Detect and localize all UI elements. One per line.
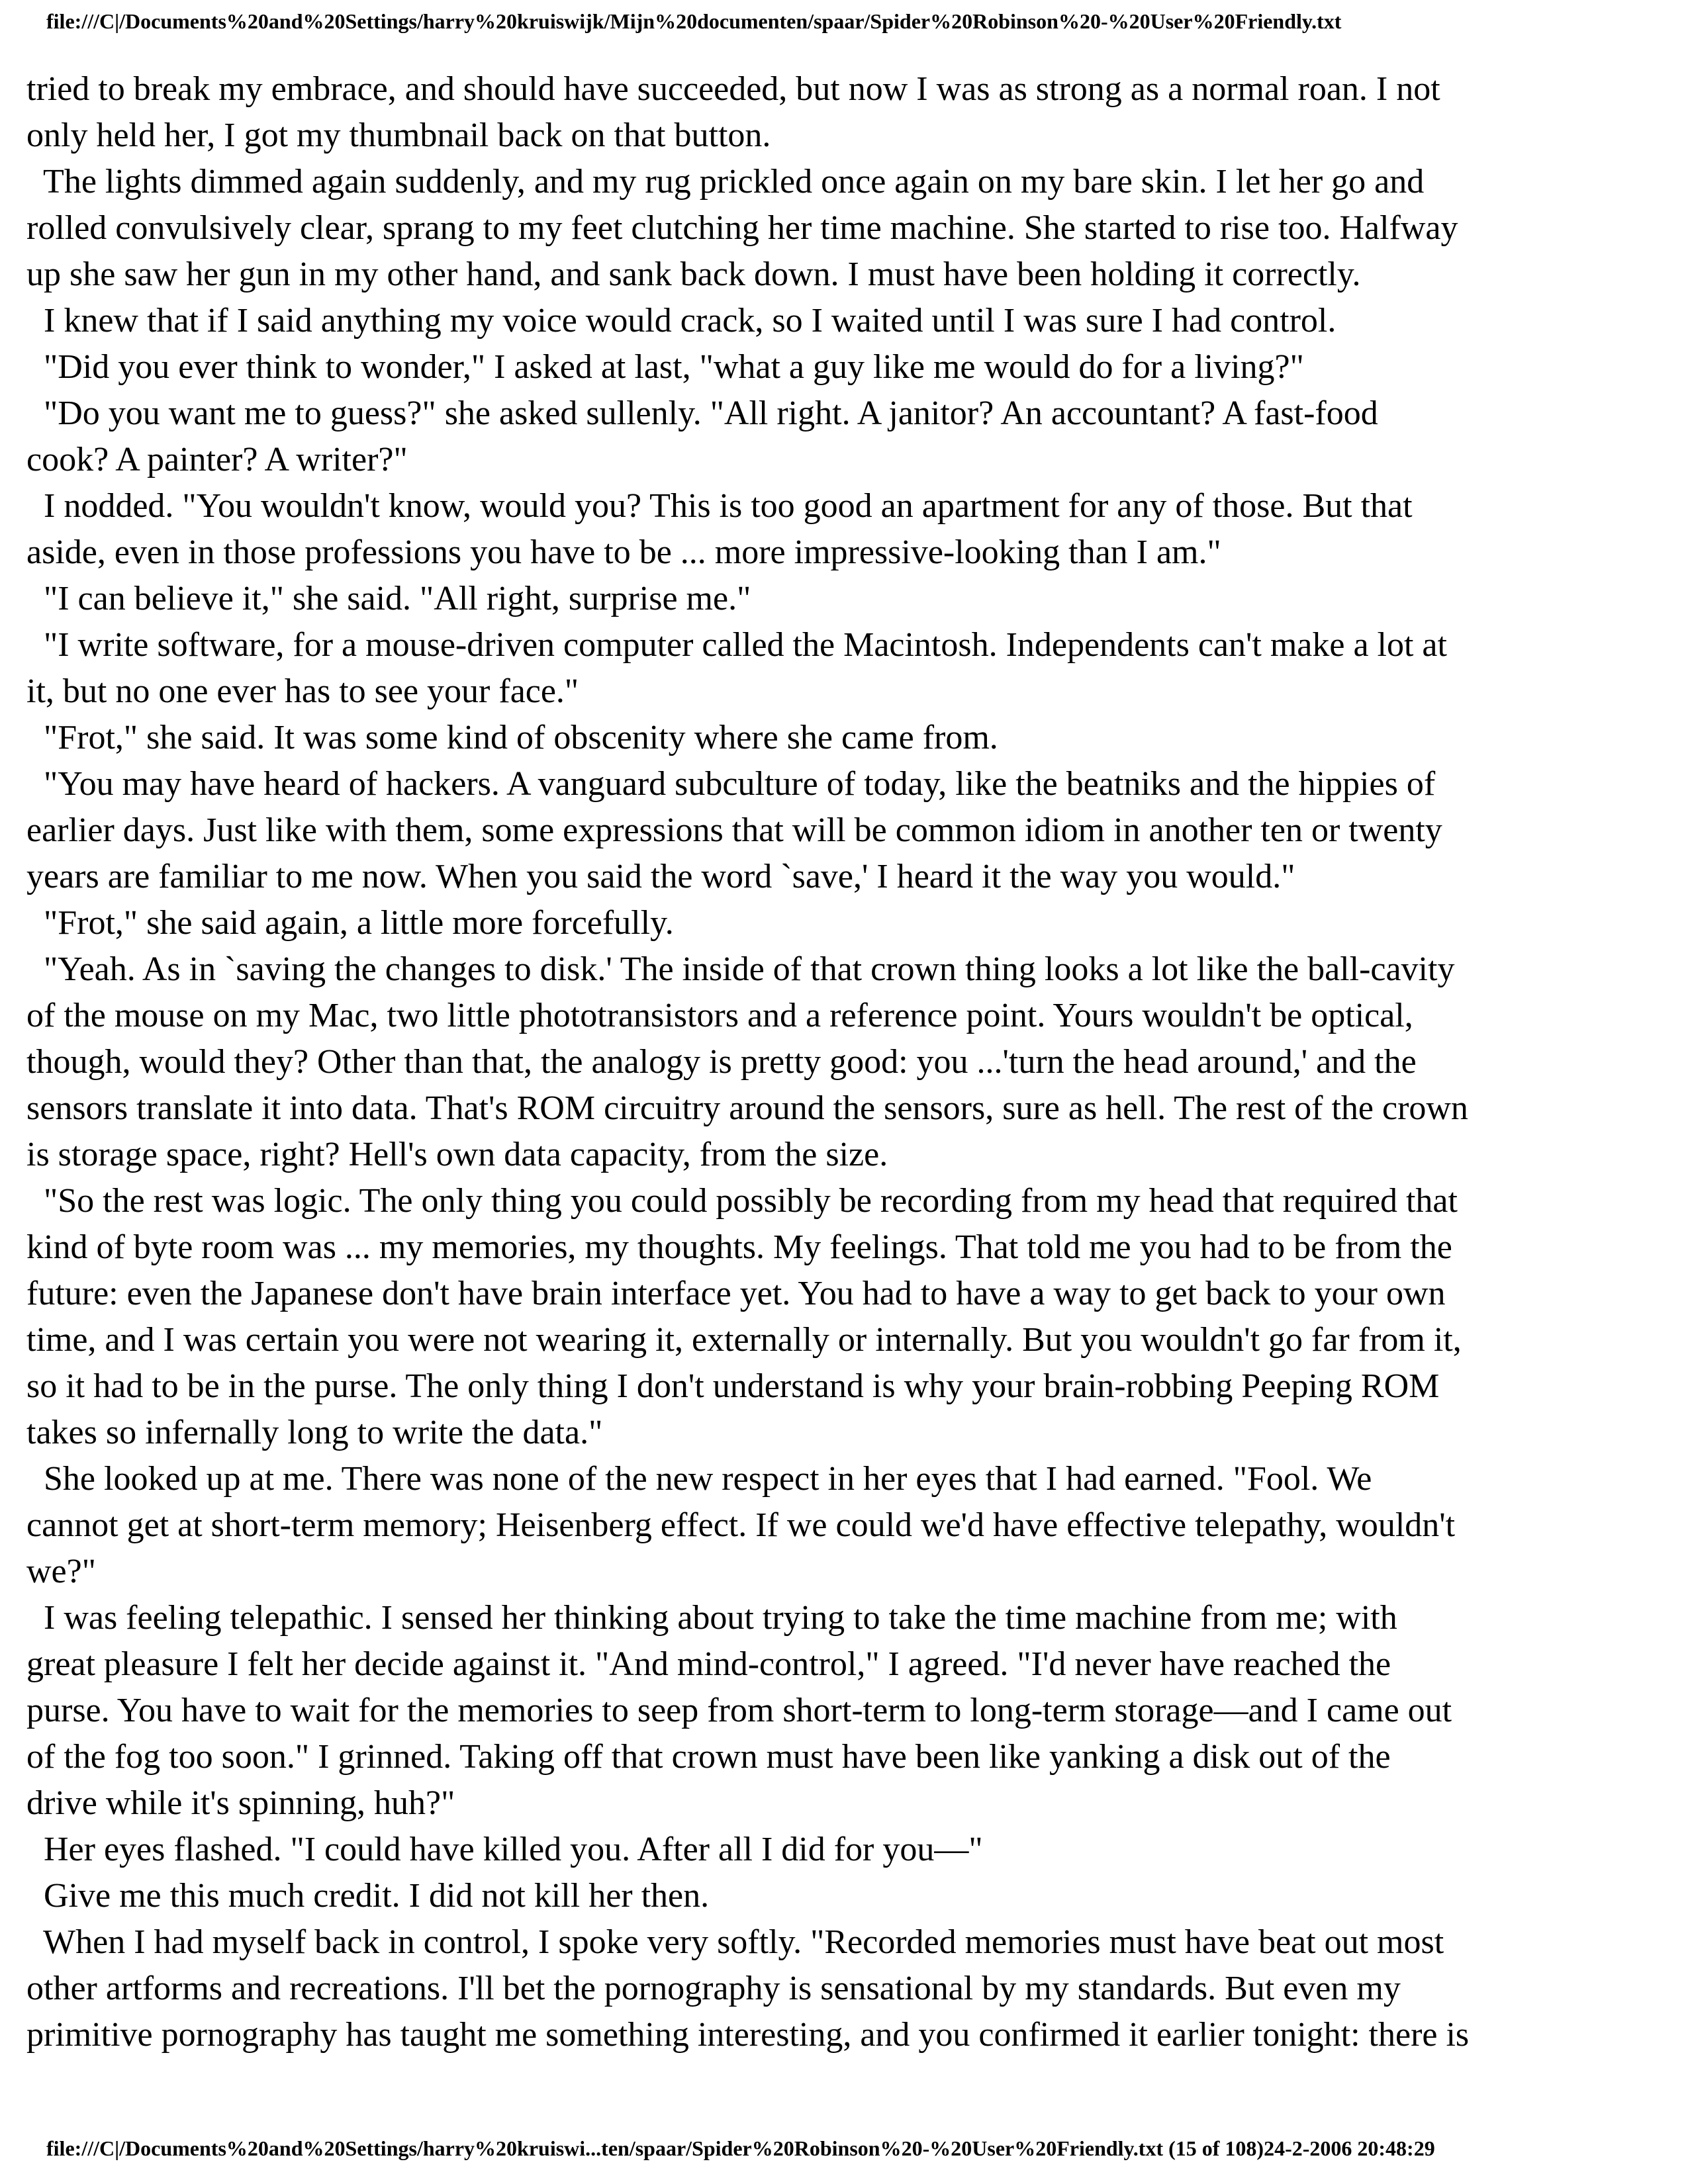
text-line: rolled convulsively clear, sprang to my feet clutching her time machine. She started to rise too. Halfway xyxy=(26,209,1458,247)
text-line: purse. You have to wait for the memories to seep from short-term to long-term storage—and I came out xyxy=(26,1692,1452,1729)
text-line: drive while it's spinning, huh?" xyxy=(26,1784,455,1822)
text-line: "I can believe it," she said. "All right, surprise me." xyxy=(26,580,751,617)
text-line: The lights dimmed again suddenly, and my rug prickled once again on my bare skin. I let her go and xyxy=(26,163,1425,201)
text-line: Her eyes flashed. "I could have killed you. After all I did for you—" xyxy=(26,1831,983,1868)
text-line: "Yeah. As in `saving the changes to disk.' The inside of that crown thing looks a lot like the ball-cavity xyxy=(26,950,1455,988)
text-line: is storage space, right? Hell's own data capacity, from the size. xyxy=(26,1136,888,1173)
page-footer-url: file:///C|/Documents%20and%20Settings/harry%20kruiswi...ten/spaar/Spider%20Robinson%20-%20User%20Friendly.txt (15 of 108)24-2-2006 20:48:29 xyxy=(46,2136,1435,2160)
text-line: Give me this much credit. I did not kill her then. xyxy=(26,1877,710,1915)
text-line: so it had to be in the purse. The only thing I don't understand is why your brain-robbing Peeping ROM xyxy=(26,1367,1440,1405)
text-line: I knew that if I said anything my voice would crack, so I waited until I was sure I had control. xyxy=(26,302,1336,340)
text-line: sensors translate it into data. That's ROM circuitry around the sensors, sure as hell. The rest of the crown xyxy=(26,1089,1468,1127)
text-line: "Did you ever think to wonder," I asked at last, "what a guy like me would do for a living?" xyxy=(26,348,1304,386)
text-line: She looked up at me. There was none of the new respect in her eyes that I had earned. "Fool. We xyxy=(26,1460,1372,1498)
text-line: primitive pornography has taught me something interesting, and you confirmed it earlier tonight: there is xyxy=(26,2016,1470,2054)
text-line: great pleasure I felt her decide against it. "And mind-control," I agreed. "I'd never have reached the xyxy=(26,1645,1391,1683)
text-line: takes so infernally long to write the data." xyxy=(26,1414,603,1451)
text-line: it, but no one ever has to see your face." xyxy=(26,672,579,710)
text-line: "Do you want me to guess?" she asked sullenly. "All right. A janitor? An accountant? A fast-food xyxy=(26,394,1378,432)
text-line: though, would they? Other than that, the analogy is pretty good: you ...'turn the head around,' and the xyxy=(26,1043,1417,1081)
text-line: up she saw her gun in my other hand, and sank back down. I must have been holding it correctly. xyxy=(26,255,1361,293)
text-line: "You may have heard of hackers. A vanguard subculture of today, like the beatniks and the hippies of xyxy=(26,765,1436,803)
text-line: cook? A painter? A writer?" xyxy=(26,441,408,478)
text-line: of the fog too soon." I grinned. Taking off that crown must have been like yanking a disk out of the xyxy=(26,1738,1391,1776)
text-line: "Frot," she said again, a little more forcefully. xyxy=(26,904,674,942)
text-line: time, and I was certain you were not wearing it, externally or internally. But you wouldn't go far from it, xyxy=(26,1321,1462,1359)
text-line: When I had myself back in control, I spoke very softly. "Recorded memories must have beat out most xyxy=(26,1923,1444,1961)
text-line: cannot get at short-term memory; Heisenberg effect. If we could we'd have effective telepathy, wouldn't xyxy=(26,1506,1456,1544)
text-line: "I write software, for a mouse-driven computer called the Macintosh. Independents can't make a lot at xyxy=(26,626,1447,664)
text-line: years are familiar to me now. When you said the word `save,' I heard it the way you would." xyxy=(26,858,1295,895)
text-line: of the mouse on my Mac, two little phototransistors and a reference point. Yours wouldn't be optical, xyxy=(26,997,1413,1034)
text-line: I was feeling telepathic. I sensed her thinking about trying to take the time machine from me; with xyxy=(26,1599,1397,1637)
text-line: "So the rest was logic. The only thing you could possibly be recording from my head that required that xyxy=(26,1182,1458,1220)
text-line: I nodded. "You wouldn't know, would you? This is too good an apartment for any of those. But that xyxy=(26,487,1413,525)
document-body xyxy=(26,66,1668,2058)
text-line: earlier days. Just like with them, some expressions that will be common idiom in another ten or twenty xyxy=(26,811,1442,849)
text-line: kind of byte room was ... my memories, my thoughts. My feelings. That told me you had to be from the xyxy=(26,1228,1452,1266)
text-line: "Frot," she said. It was some kind of obscenity where she came from. xyxy=(26,719,998,756)
text-line: we?" xyxy=(26,1553,96,1590)
text-line: other artforms and recreations. I'll bet the pornography is sensational by my standards. But even my xyxy=(26,1970,1401,2007)
page-header-url: file:///C|/Documents%20and%20Settings/harry%20kruiswijk/Mijn%20documenten/spaar/Spider%20Robinson%20-%20User%20Friendly.txt xyxy=(46,9,1342,33)
text-line: only held her, I got my thumbnail back on that button. xyxy=(26,116,771,154)
text-line: aside, even in those professions you have to be ... more impressive-looking than I am." xyxy=(26,533,1221,571)
text-line: future: even the Japanese don't have brain interface yet. You had to have a way to get back to your own xyxy=(26,1275,1446,1312)
text-line: tried to break my embrace, and should have succeeded, but now I was as strong as a normal roan. I not xyxy=(26,70,1440,108)
